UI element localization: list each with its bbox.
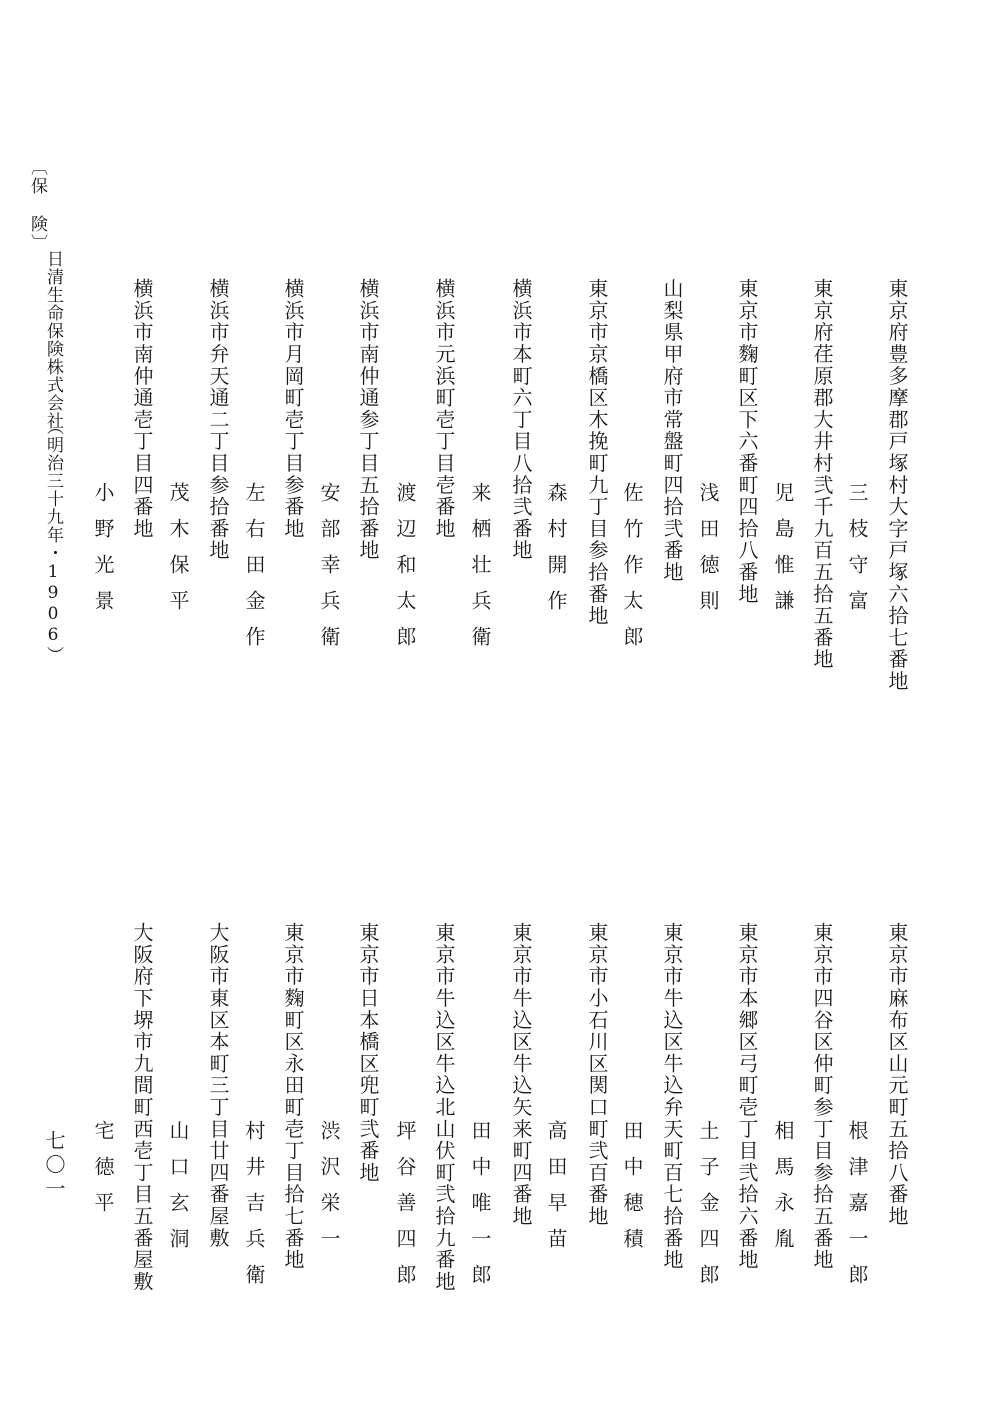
upper-entry-address: 東京府荏原郡大井村弐千九百五拾五番地 <box>810 278 834 671</box>
page-number: 七〇一 <box>42 1130 66 1202</box>
upper-entry-address: 東京市京橋区木挽町九丁目参拾番地 <box>585 278 609 627</box>
upper-entry-name: 佐竹作太郎 <box>620 482 644 662</box>
upper-entry-address: 東京府豊多摩郡戸塚村大字戸塚六拾七番地 <box>885 278 909 693</box>
upper-entry-address: 横浜市月岡町壱丁目参番地 <box>281 278 305 540</box>
upper-entry-name: 森村開作 <box>544 482 568 626</box>
upper-entry-address: 横浜市南仲通参丁目五拾番地 <box>356 278 380 562</box>
lower-entry-name: 山口玄洞 <box>166 1120 190 1264</box>
lower-entry-name: 田中穂積 <box>620 1120 644 1264</box>
upper-entry-name: 三枝守富 <box>845 482 869 626</box>
lower-entry-address: 東京市牛込区牛込北山伏町弐拾九番地 <box>432 922 456 1293</box>
lower-entry-address: 大阪府下堺市九間町西壱丁目五番屋敷 <box>130 922 154 1293</box>
upper-entry-address: 横浜市南仲通壱丁目四番地 <box>130 278 154 540</box>
upper-entry-address: 東京市麴町区下六番町四拾八番地 <box>735 278 759 605</box>
upper-entry-name: 安部幸兵衛 <box>317 482 341 662</box>
lower-entry-name: 高田早苗 <box>544 1120 568 1264</box>
lower-entry-address: 東京市麻布区山元町五拾八番地 <box>885 922 909 1228</box>
lower-entry-address: 東京市本郷区弓町壱丁目弐拾六番地 <box>735 922 759 1271</box>
lower-entry-address: 東京市四谷区仲町参丁目参拾五番地 <box>810 922 834 1271</box>
upper-entry-name: 来栖壮兵衛 <box>468 482 492 662</box>
company-name: 日清生命保険株式会社 <box>43 250 63 430</box>
lower-entry-name: 渋沢栄一 <box>317 1120 341 1264</box>
upper-entry-address: 横浜市弁天通二丁目参拾番地 <box>206 278 230 562</box>
upper-entry-address: 横浜市元浜町壱丁目壱番地 <box>432 278 456 540</box>
lower-entry-address: 大阪市東区本町三丁目廿四番屋敷 <box>206 922 230 1249</box>
lower-entry-address: 東京市小石川区関口町弐百番地 <box>585 922 609 1228</box>
lower-entry-name: 土子金四郎 <box>696 1120 720 1300</box>
lower-entry-name: 宅徳平 <box>91 1120 115 1228</box>
upper-entry-name: 茂木保平 <box>166 482 190 626</box>
lower-entry-name: 根津嘉一郎 <box>845 1120 869 1300</box>
upper-entry-name: 渡辺和太郎 <box>393 482 417 662</box>
lower-entry-address: 東京市牛込区牛込矢来町四番地 <box>509 922 533 1228</box>
lower-entry-address: 東京市日本橋区兜町弐番地 <box>356 922 380 1184</box>
upper-entry-name: 小野光景 <box>91 482 115 626</box>
upper-entry-name: 浅田徳則 <box>696 482 720 626</box>
upper-entry-address: 山梨県甲府市常盤町四拾弐番地 <box>660 278 684 584</box>
lower-entry-name: 村井吉兵衛 <box>242 1120 266 1300</box>
publication-date: （明治三十九年・1906） <box>43 418 63 664</box>
lower-entry-address: 東京市麴町区永田町壱丁目拾七番地 <box>281 922 305 1271</box>
upper-entry-name: 左右田金作 <box>242 482 266 662</box>
category-label: 〔保 険〕 <box>27 158 47 253</box>
lower-entry-address: 東京市牛込区牛込弁天町百七拾番地 <box>660 922 684 1271</box>
lower-entry-name: 坪谷善四郎 <box>393 1120 417 1300</box>
upper-entry-address: 横浜市本町六丁目八拾弐番地 <box>509 278 533 562</box>
upper-entry-name: 児島惟謙 <box>771 482 795 626</box>
lower-entry-name: 田中唯一郎 <box>468 1120 492 1300</box>
lower-entry-name: 相馬永胤 <box>771 1120 795 1264</box>
